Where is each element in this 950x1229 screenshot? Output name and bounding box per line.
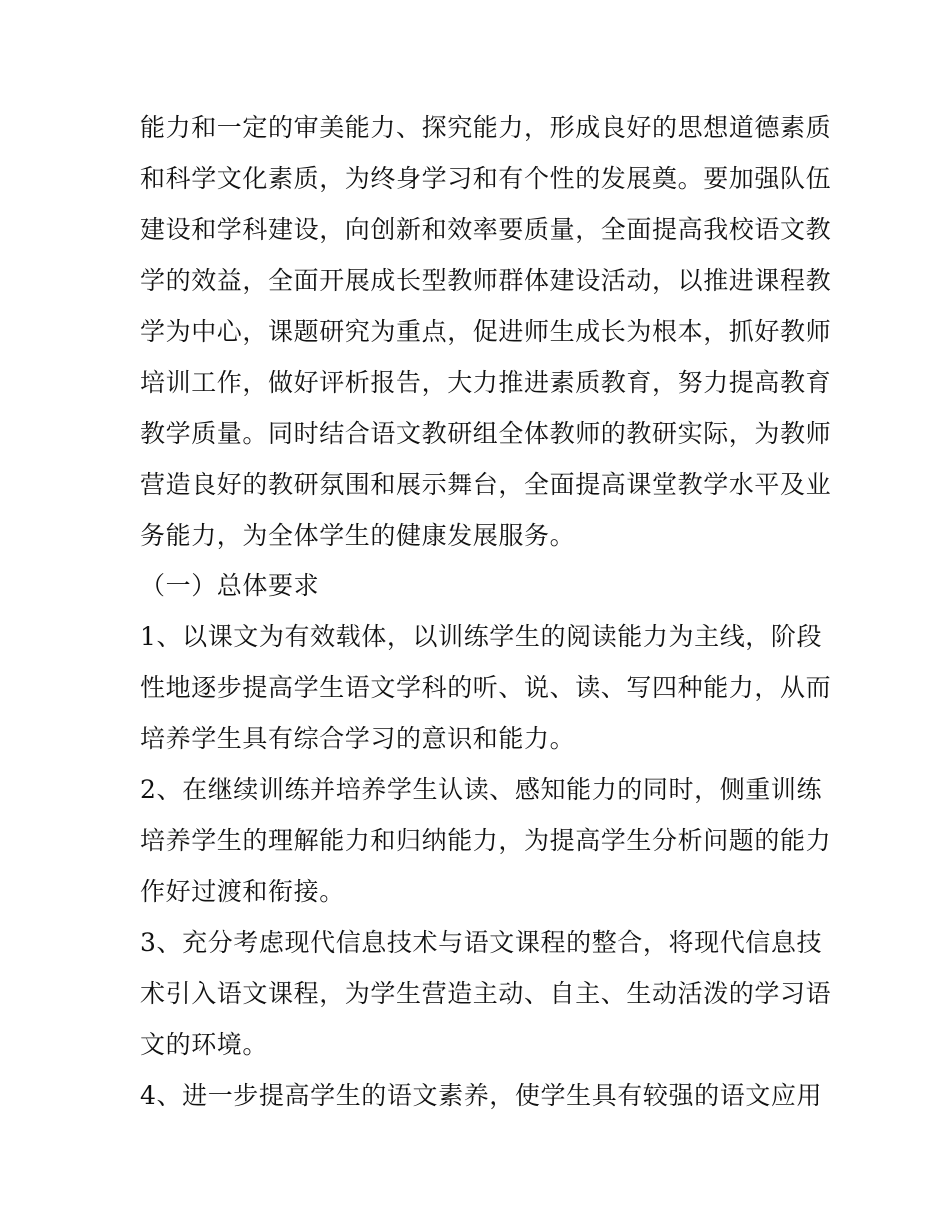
text-line: 能力和一定的审美能力、探究能力，形成良好的思想道德素质: [140, 113, 832, 142]
text-line: 营造良好的教研氛围和展示舞台，全面提高课堂教学水平及业: [140, 470, 832, 499]
text-line: 作好过渡和衔接。: [140, 877, 345, 906]
text-line: 建设和学科建设，向创新和效率要质量，全面提高我校语文教: [140, 215, 832, 244]
list-item: 3、充分考虑现代信息技术与语文课程的整合，将现代信息技: [140, 928, 823, 957]
text-line: 和科学文化素质，为终身学习和有个性的发展奠。要加强队伍: [140, 164, 832, 193]
text-line: 培养学生的理解能力和归纳能力，为提高学生分析问题的能力: [140, 826, 832, 855]
text-line: 培养学生具有综合学习的意识和能力。: [140, 724, 576, 753]
text-line: 学为中心，课题研究为重点，促进师生成长为根本，抓好教师: [140, 317, 832, 346]
list-item: 2、在继续训练并培养学生认读、感知能力的同时，侧重训练: [140, 775, 823, 804]
text-line: 文的环境。: [140, 1030, 269, 1059]
text-line: 性地逐步提高学生语文学科的听、说、读、写四种能力，从而: [140, 673, 832, 702]
section-heading: （一）总体要求: [140, 571, 320, 600]
text-line: 教学质量。同时结合语文教研组全体教师的教研实际，为教师: [140, 419, 832, 448]
list-item: 1、以课文为有效载体，以训练学生的阅读能力为主线，阶段: [140, 622, 823, 651]
text-line: 学的效益，全面开展成长型教师群体建设活动，以推进课程教: [140, 266, 832, 295]
text-line: 务能力，为全体学生的健康发展服务。: [140, 521, 576, 550]
text-line: 培训工作，做好评析报告，大力推进素质教育，努力提高教育: [140, 368, 832, 397]
text-line: 术引入语文课程，为学生营造主动、自主、生动活泼的学习语: [140, 979, 832, 1008]
list-item: 4、进一步提高学生的语文素养，使学生具有较强的语文应用: [140, 1081, 823, 1110]
